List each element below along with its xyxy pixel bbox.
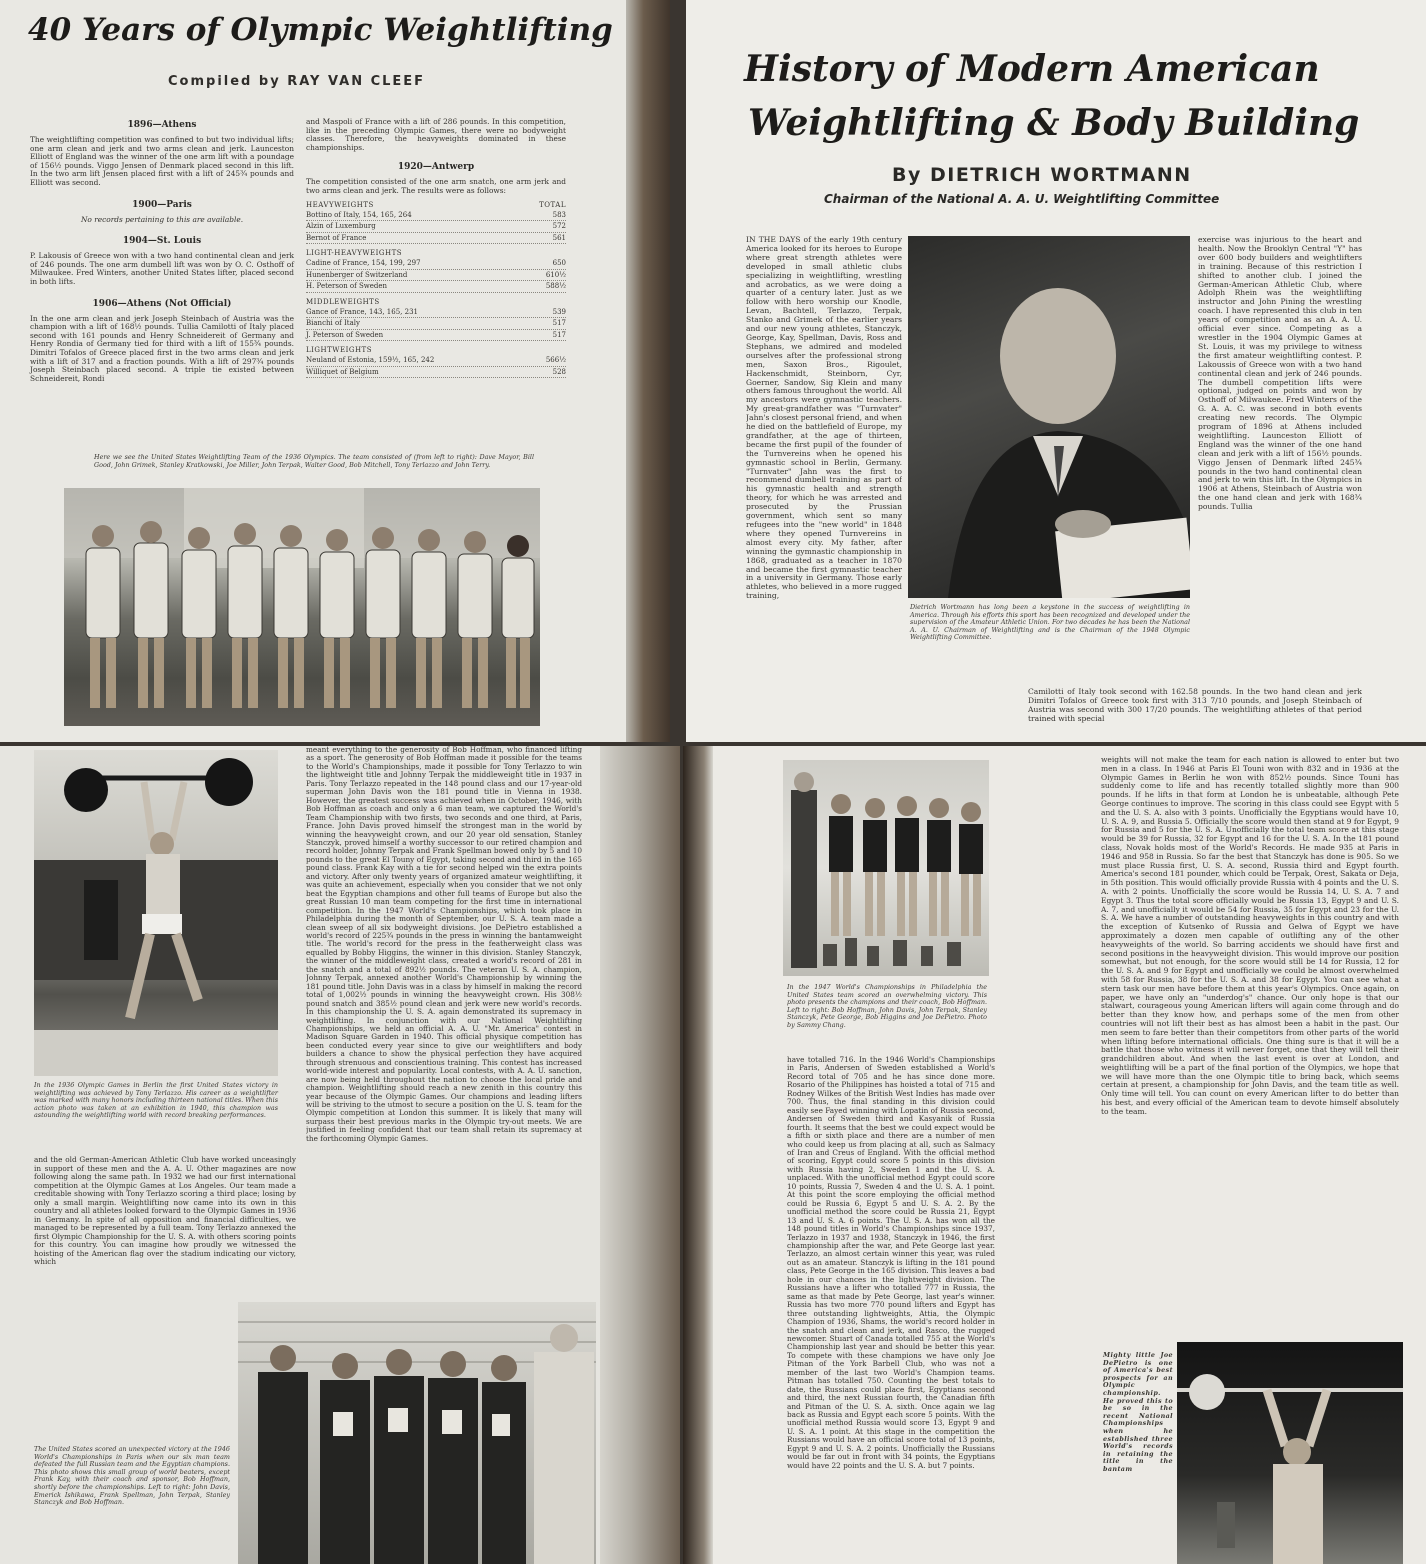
heavyweights-label: HEAVYWEIGHTS	[306, 200, 374, 209]
team-1947-graphic	[783, 760, 989, 976]
heading-1906: 1906—Athens (Not Official)	[92, 298, 232, 309]
result-name: Bianchi of Italy	[306, 319, 360, 328]
result-total: 561	[552, 233, 566, 242]
result-row	[306, 367, 566, 379]
result-total: 610½	[545, 270, 566, 279]
team-1946-graphic	[238, 1302, 596, 1564]
result-total: 572	[552, 222, 566, 231]
page1-column-left	[30, 120, 294, 383]
page-olympic-prospects	[683, 746, 1426, 1564]
team-1936-caption: Here we see the United States Weightlifting Team of the 1936 Olympics. The team consisted of (from left to right): Dave Mayor, Bill Good, John Grimek, Stanley Kratkowski, Joe Miller, John Terpak, Walter Good, Bob Mitchell, Tony Terlazzo and John Terry.	[94, 453, 534, 469]
team-1947-photo	[783, 760, 989, 976]
depietro-photo	[1177, 1342, 1403, 1564]
olympic-outlook-text: weights will not make the team for each nation is allowed to enter but two men in a class. In 1946 at Paris El Touni won with 832 and in 1936 at the Olympic Games in Berlin he won with 852½ pounds. Since Touni has suddenly come to life and has recently totalled slightly more than 900 pounds. If he lifts in that form at London he is unbeatable, although Pete George continues to improve. The scoring in this class could see Egypt with 5 and the U. S. A. also with 3 points. Unofficially the Egyptians would have 10, U. S. A. 9, and Russia 5. Officially the score would then stand at 9 for Egypt, 9 for Russia and 5 for the U. S. A. Unofficially the total team score at this stage would be 39 for Russia, 32 for Egypt and 16 for the U. S. A. In the 181 pound class, Novak holds most of the World's Records. He made 935 at Paris in 1946 and 958 in Russia. So far the best that Stanczyk has done is 905. So we must place Russia first, U. S. A. second, Russia third and Egypt fourth. America's second 181 pounder, which could be Terpak, Orest, Sakata or Deja, in 5th position. This would officially provide Russia with 4 points and the U. S. A. with 2 points. Unofficially the score would be Russia 14, U. S. A. 7 and Egypt 3. Thus the total score officially would be Russia 13, Egypt 9 and U. S. A. 7, and unofficially it would be 54 for Russia, 35 for Egypt and 23 for the U. S. A. We have a number of outstanding heavyweights in this country and with the exception of Kutsenko of Russia and Gelwa of Egypt we have approximately a dozen men capable of outlifting any of the other heavyweights of the world. So barring accidents we should have first and second positions in the heavyweight division. This would improve our position somewhat, but not enough, for the score would still be 14 for Russia, 12 for the U. S. A. and 9 for Egypt and unofficially we could be almost overwhelmed with 58 for Russia, 38 for the U. S. A. and 38 for Egypt. You can see what a stern task our men have before them at this year's Olympics. Once again, on paper, we have only an "underdog's" chance. Our only hope is that our stalwart, courageous young American lifters will again come through and do better than they know how, and perhaps some of the men from other countries will not lift their best as has almost been a habit in the past. Our men seem to fare better than their competitors from other parts of the world when lifting before international officials. One thing sure is that it will be a battle that those who witness it will never forget, one that they will tell their grandchildren about. And when the last event is over at London, and weightlifting will be a part of the final portion of the Olympics, we hope that we will have more than the one Olympic title to bring back, which seems certain at present, a championship for John Davis, and the team title as well. Only time will tell. You can count on every American lifter to do better than his best, and every official of the American team to devote himself absolutely to the team.	[1101, 756, 1399, 1116]
result-name: Hunenberger of Switzerland	[306, 270, 408, 279]
result-row	[306, 281, 566, 293]
terlazzo-caption: In the 1936 Olympic Games in Berlin the first United States victory in weightlifting was achieved by Tony Terlazzo. His career as a weightlifter was marked with many honors including thirteen national titles. When this action photo was taken at an exhibition in 1940, this champion was astounding the weightlifting world with record breaking performances.	[34, 1081, 278, 1120]
page1-column-right	[306, 118, 566, 378]
result-row	[306, 221, 566, 233]
result-name: Bottino of Italy, 154, 165, 264	[306, 210, 412, 219]
history-text-column3: exercise was injurious to the heart and health. Now the Brooklyn Central "Y" has over 600 body builders and weightlifters in training. Because of this restriction I shifted to another club. I joined the German-American Athletic Club, where Adolph Rhein was the weightlifting instructor and John Pining the wrestling coach. I have represented this club in ten years of competition and as an A. A. U. official ever since. Competing as a wrestler in the 1904 Olympic Games at St. Louis, it was my privilege to witness the first amateur weightlifting contest. P. Lakoussis of Greece won with a two hand continental clean and jerk of 246 pounds. The dumbell competition lifts were optional, judged on points and won by Osthoff of Milwaukee. Fred Winters of the G. A. A. C. was second in both events creating new records. The Olympic program of 1896 at Athens included weightlifting. Launceston Elliott of England was the winner of the one hand clean and jerk with a lift of 156½ pounds. Viggo Jensen of Denmark lifted 245¾ pounds in the two hand continental clean and jerk to win this lift. In the Olympics in 1906 at Athens, Steinbach of Austria won the one hand clean and jerk with 168¾ pounds. Tullia	[1198, 236, 1362, 512]
wortmann-caption: Dietrich Wortmann has long been a keystone in the success of weightlifting in America. Through his efforts this sport has been recognized and developed under the supervision of the Amateur Athletic Union. For two decades he has been the National A. A. U. Chairman of Weightlifting and is the Chairman of the 1948 Olympic Weightlifting Committee.	[910, 603, 1190, 642]
page4-column-right	[1101, 756, 1399, 1332]
lifter-graphic	[34, 750, 278, 1076]
page2-author: By DIETRICH WORTMANN	[892, 164, 1192, 186]
result-row	[306, 210, 566, 222]
text-1906-cont: and Maspoli of France with a lift of 286 pounds. In this competition, like in the preceding Olympic Games, there were no bodyweight classes. Therefore, the heavyweights dominated in these championships.	[306, 117, 566, 152]
total-label: TOTAL	[539, 200, 566, 209]
portrait-graphic	[908, 236, 1190, 598]
page-gutter	[600, 746, 680, 1564]
team-1947-caption: In the 1947 World's Championships in Philadelphia the United States team scored an overwhelming victory. This photo presents the champions and their coach, Bob Hoffman. Left to right: Bob Hoffman, John Davis, John Terpak, Stanley Stanczyk, Pete George, Bob Higgins and Joe DePietro. Photo by Sammy Chang.	[787, 983, 987, 1029]
heading-1900: 1900—Paris	[132, 199, 192, 210]
page1-title: 40 Years of Olympic Weightlifting	[28, 12, 613, 48]
page3-column-left	[34, 1156, 296, 1294]
result-row	[306, 330, 566, 342]
championships-text: meant everything to the generosity of Bob Hoffman, who financed lifting as a sport. The generosity of Bob Hoffman made it possible for the teams to the World's Championships, made it possible for Tony Terlazzo to win the lightweight title and Johnny Terpak the middleweight title in 1937 in Paris. Tony Terlazzo repeated in the 148 pound class and our 17-year-old superman John Davis won the 181 pound title in Vienna in 1938. However, the greatest success was achieved when in October, 1946, with Bob Hoffman as coach and only a 6 man team, we captured the World's Team Championship with two firsts, two seconds and one third, at Paris, France. John Davis proved himself the strongest man in the world by winning the heavyweight crown, and our 20 year old sensation, Stanley Stanczyk, proved himself a worthy successor to our retired champion and record holder, Johnny Terpak and Frank Spellman bowed only by 5 and 10 pounds to the great El Touny of Egypt, taking second and third in the 165 pound class. Frank Kay with a tie for second helped win the extra points and victory. After only twenty years of organized amateur weightlifting, it was quite an achievement, especially when you consider that we not only beat the Egyptian champions and other full teams of Europe but also the great Russian 10 man team competing for the first time in international competition. In the 1947 World's Championships, which took place in Philadelphia during the month of September, our U. S. A. team made a clean sweep of all six bodyweight divisions. Joe DePietro established a world's record of 225¾ pounds in the press in winning the bantamweight title. The world's record for the press in the featherweight class was equalled by Bobby Higgins, the winner in this division. Stanley Stanczyk, the winner of the middleweight class, created a world's record of 281 in the snatch and a total of 892½ pounds. The veteran U. S. A. champion, Johnny Terpak, annexed another World's Championship by winning the 181 pound title. John Davis was in a class by himself in making the record total of 1,002½ pounds in winning the heavyweight crown. His 308½ pound snatch and 385½ pound clean and jerk were new world's records. In this championship the U. S. A. again demonstrated its supremacy in weightlifting. In conjunction with our National Weightlifting Championships, we held an official A. A. U. "Mr. America" contest in Madison Square Garden in 1940. This official physique competition has been conducted every year since to give our weightlifters and body builders a chance to show the physical perfection they have acquired through strenuous and conscientious training. This contest has increased world-wide interest and popularity. Local contests, with A. A. U. sanction, are now being held throughout the nation to choose the local pride and champion. Weightlifting should reach a new zenith in this country this year because of the Olympic Games. Our champions and leading lifters will be striving to the utmost to secure a position on the U. S. team for the Olympic competition at London this summer. It is likely that many will surpass their best previous marks in the Olympic try-out meets. We are justified in feeling confident that our team shall retain its supremacy at the forthcoming Olympic Games.	[306, 746, 582, 1143]
terlazzo-lifting-photo	[34, 750, 278, 1076]
text-1900: No records pertaining to this are available.	[80, 214, 244, 224]
page2-title-line1: History of Modern American	[744, 48, 1320, 90]
result-row	[306, 233, 566, 245]
page-history	[686, 0, 1426, 742]
page3-column-right	[306, 746, 582, 1294]
page2-column-3	[1198, 236, 1362, 686]
page2-column-3b	[1028, 688, 1362, 742]
result-total: 583	[552, 210, 566, 219]
result-total: 566½	[545, 356, 566, 365]
heading-1904: 1904—St. Louis	[122, 236, 202, 247]
page2-subtitle: Chairman of the National A. A. U. Weightlifting Committee	[824, 192, 1220, 206]
team-lineup-graphic	[64, 488, 540, 726]
result-row	[306, 258, 566, 270]
result-row	[306, 355, 566, 367]
weight-class-analysis-text: have totalled 716. In the 1946 World's Championships in Paris, Andersen of Sweden established a World's Record total of 705 and he has since done more. Rosario of the Philippines has hoisted a total of 715 and Rodney Wilkes of the British West Indies has made over 700. Thus, the final standing in this division could easily see Fayed winning with Lopatin of Russia second, Andersen of Sweden third and Kasyanik of Russia fourth. It seems that the best we could expect would be a fifth or sixth place and there are a number of men who could keep us from placing at all, such as Salmacy of Iran and Creus of England. With the official method of scoring, Egypt could score 5 points in this division with Russia having 2, Sweden 1 and the U. S. A. unplaced. With the unofficial method Egypt could score 10 points, Russia 7, Sweden 4 and the U. S. A. 1 point. At this point the score employing the official method could be Russia 6, Egypt 5 and U. S. A. 2. By the unofficial method the score could be Russia 21, Egypt 13 and U. S. A. 6 points. The U. S. A. has won all the 148 pound titles in World's Championships since 1937, Terlazzo in 1937 and 1938, Stanczyk in 1946, the first championship after the war, and Pete George last year. Terlazzo, an almost certain winner this year, was ruled out as an amateur. Stanczyk is lifting in the 181 pound class, Pete George in the 165 division. This leaves a bad hole in our chances in the lightweight division. The Russians have a lifter who totalled 777 in Russia, the same as that made by Pete George, last year's winner. Russia has two more 770 pound lifters and Egypt has three outstanding lightweights, Attia, the Olympic Champion of 1936, Shams, the world's record holder in the snatch and clean and jerk, and Rasco, the rugged newcomer. Stuart of Canada totalled 755 at the World's Championship last year and should be better this year. To compete with these champions we have only Joe Pitman of the York Barbell Club, who was not a member of the last two World's Champion teams. Pitman has totalled 750. Counting the best totals to date, the Russians could place first, Egyptians second and third, the next Russian fourth, the Canadian fifth and Pitman of the U. S. A. sixth. Once again we lag back as Russia and Egypt each score 5 points. With the unofficial method Russia would score 13, Egypt 9 and U. S. A. 1 point. At this stage in the competition the Russians would have an official score total of 13 points, Egypt 9 and U. S. A. 2 points. Unofficially the Russians would be far out in front with 34 points, the Egyptians would have 22 points and the U. S. A. but 7 points.	[787, 1056, 995, 1470]
results-header	[306, 196, 566, 210]
result-name: Neuland of Estonia, 159½, 165, 242	[306, 356, 435, 365]
text-1896: The weightlifting competition was confined to but two individual lifts; one arm clean and jerk and two arms clean and jerk. Launceston Elliott of England was the winner of the one arm lift with a poundage of 156½ pounds. Viggo Jensen of Denmark placed second in this lift. In the two arm lift Jensen placed first with a lift of 245¾ pounds and Elliott was second.	[30, 135, 294, 187]
text-1904: P. Lakousis of Greece won with a two hand continental clean and jerk of 246 pounds. The one arm dumbell lift was won by O. C. Osthoff of Milwaukee. Fred Winters, another United States lifter, placed second in both lifts.	[30, 251, 294, 286]
result-total: 517	[552, 330, 566, 339]
team-1946-caption: The United States scored an unexpected victory at the 1946 World's Championships in Paris when our six man team defeated the full Russian team and the Egyptian champions. This photo shows this small group of world beaters, except Frank Kay, with their coach and sponsor, Bob Hoffman, shortly before the championships. Left to right: John Davis, Emerick Ishikawa, Frank Spellman, John Terpak, Stanley Stanczyk and Bob Hoffman.	[34, 1445, 230, 1507]
page-gutter	[626, 0, 670, 742]
history-intro-text: IN THE DAYS of the early 19th century America looked for its heroes to Europe where great strength athletes were developed in small athletic clubs specializing in weightlifting, wrestling and acrobatics, as we were doing a quarter of a century later. Just as we follow with hero worship our Knodle, Levan, Bachtell, Terlazzo, Terpak, Stanko and Grimek of the earlier years and our new young athletes, Stanczyk, George, Kay, Spellman, Davis, Ross and Stephans, we admired and modeled ourselves after the professional strong men, Saxon Bros., Rigoulet, Hackenschmidt, Steinborn, Cyr, Goerner, Sandow, Sig Klein and many others famous throughout the world. All my ancestors were gymnastic teachers. My great-grandfather was "Turnvater" Jahn's closest personal friend, and when he died on the battlefield of Europe, my grandfather, at the age of thirteen, became the first pupil of the founder of the Turnvereins when he opened his gymnastic school in Berlin, Germany. "Turnvater" Jahn was the first to recommend dumbell training as part of his gymnastic health and strength theory, for which he was arrested and prosecuted by the Prussian government, which sent so many refugees into the "new world" in 1848 where they opened Turnvereins in almost every city. My father, after winning the gymnastic championship in 1868, graduated as a teacher in 1870 and became the first gymnastic teacher in a university in Germany. Those early athletes, who believed in a more rugged training,	[746, 236, 902, 601]
light-heavyweights-label: LIGHT-HEAVYWEIGHTS	[306, 249, 403, 258]
result-row	[306, 318, 566, 330]
page-40-years	[0, 0, 670, 742]
lightweights-label: LIGHTWEIGHTS	[306, 346, 373, 355]
depietro-caption: Mighty little Joe DePietro is one of America's best prospects for an Olympic championship. He proved this to be so in the recent National Championships when he established three World's records in retaining the title in the bantam	[1103, 1351, 1173, 1473]
result-name: Bernot of France	[306, 233, 367, 242]
wortmann-portrait	[908, 236, 1190, 598]
history-text-bottom: Camilotti of Italy took second with 162.58 pounds. In the two hand clean and jerk Dimitri Tofalos of Greece took first with 313 7/10 pounds, and Joseph Steinbach of Austria was second with 300 17/20 pounds. The weightlifting athletes of that period trained with special	[1028, 688, 1362, 723]
page1-byline: Compiled by RAY VAN CLEEF	[168, 74, 426, 89]
team-1946-photo	[238, 1302, 596, 1564]
result-total: 588½	[545, 282, 566, 291]
page-history-continued	[0, 746, 680, 1564]
heading-1920: 1920—Antwerp	[397, 162, 475, 173]
heading-1896: 1896—Athens	[127, 120, 197, 130]
result-name: H. Peterson of Sweden	[306, 282, 388, 291]
result-total: 517	[552, 319, 566, 328]
text-1906: In the one arm clean and jerk Joseph Steinbach of Austria was the champion with a lift of 168½ pounds. Tullia Camilotti of Italy placed second with 161 pounds and Henry Schneidereit of Germany and Henry Rondia of Germany tied for third with a lift of 155¾ pounds. Dimitri Tofalos of Greece placed first in the two arms clean and jerk with a lift of 317 and a fraction pounds. With a lift of 297¾ pounds Joseph Steinbach placed second. A triple tie existed between Schneidereit, Rondi	[30, 313, 294, 383]
result-row	[306, 307, 566, 319]
depietro-graphic	[1177, 1342, 1403, 1564]
result-name: Alzin of Luxemburg	[306, 222, 376, 231]
team-1936-photo	[64, 488, 540, 726]
result-name: Williquet of Belgium	[306, 367, 379, 376]
page2-column-1	[746, 236, 902, 742]
page2-title-line2: Weightlifting & Body Building	[748, 102, 1360, 144]
text-1920: The competition consisted of the one arm snatch, one arm jerk and two arms clean and jerk. The results were as follows:	[306, 177, 566, 195]
result-row	[306, 270, 566, 282]
result-total: 539	[552, 307, 566, 316]
result-name: J. Peterson of Sweden	[306, 330, 384, 339]
result-name: Cadine of France, 154, 199, 297	[306, 259, 421, 268]
olympics-1932-text: and the old German-American Athletic Club have worked unceasingly in support of these men and the A. A. U. Other magazines are now following along the same path. In 1932 we had our first international competition at the Olympic Games at Los Angeles. Our team made a creditable showing with Tony Terlazzo scoring a third place; losing by only a small margin. Weightlifting now came into its own in this country and all athletes looked forward to the Olympic Games in 1936 in Germany. In spite of all opposition and financial difficulties, we managed to be represented by a full team. Tony Terlazzo annexed the first Olympic Championship for the U. S. A. with others scoring points for this country. You can imagine how proudly we witnessed the hoisting of the American flag over the stadium indicating our victory, which	[34, 1156, 296, 1266]
page-gutter	[683, 746, 713, 1564]
middleweights-label: MIDDLEWEIGHTS	[306, 297, 380, 306]
result-total: 650	[552, 259, 566, 268]
result-total: 528	[552, 367, 566, 376]
page4-column-left	[787, 1056, 995, 1564]
result-name: Gance of France, 143, 165, 231	[306, 307, 418, 316]
